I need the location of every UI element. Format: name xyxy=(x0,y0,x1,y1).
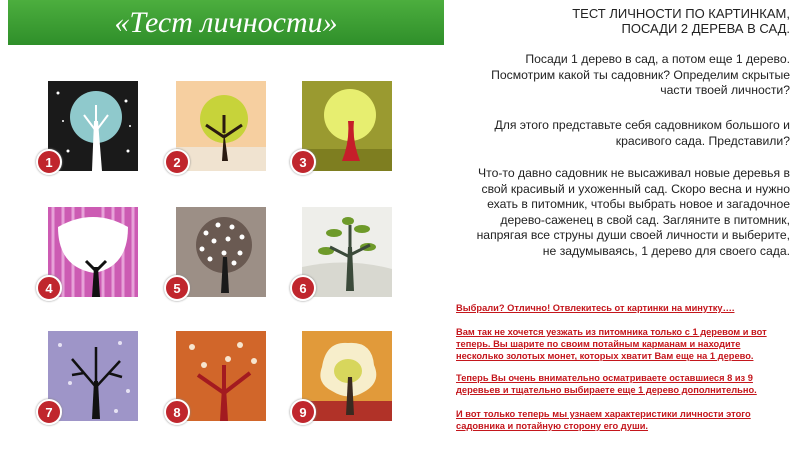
followup-link-1[interactable]: Выбрали? Отлично! Отвлекитесь от картинки на минутку…. xyxy=(456,303,735,313)
banner-title: «Тест личности» xyxy=(8,0,444,45)
tree-number-badge-6: 6 xyxy=(290,275,316,301)
nursery-paragraph: Что-то давно садовник не высаживал новые деревья в свой красивый и ухоженный сад. Скоро весна и нужно ехать в питомник, чтобы выбрать новое и загадочное дерево-саженец в свой сад. Загляните в питомник, напрягая все струны души своей личности и выберите, не задумываясь, 1 дерево для своего сада. xyxy=(476,166,790,258)
followup-link-3[interactable]: Теперь Вы очень внимательно осматриваете оставшиеся 8 из 9 деревьев и тщательно выбираете еще 1 дерево дополнительно. xyxy=(456,373,757,395)
tree-grid xyxy=(8,45,444,444)
tree-number-badge-4: 4 xyxy=(36,275,62,301)
test-heading xyxy=(460,6,790,36)
imagine-paragraph: Для этого представьте себя садовником большого и красивого сада. Представили? xyxy=(494,118,790,148)
tree-number-badge-1: 1 xyxy=(36,149,62,175)
heading-line-1: ТЕСТ ЛИЧНОСТИ ПО КАРТИНКАМ, xyxy=(572,6,790,21)
instructions-panel xyxy=(452,0,794,450)
intro-paragraph: Посади 1 дерево в сад, а потом еще 1 дерево. Посмотрим какой ты садовник? Определим скрытые части твоей личности? xyxy=(491,52,790,97)
tree-number-badge-8: 8 xyxy=(164,399,190,425)
tree-number-badge-9: 9 xyxy=(290,399,316,425)
heading-line-2: ПОСАДИ 2 ДЕРЕВА В САД. xyxy=(621,21,790,36)
tree-number-badge-7: 7 xyxy=(36,399,62,425)
tree-number-badge-3: 3 xyxy=(290,149,316,175)
personality-test-panel xyxy=(8,0,444,444)
followup-link-4[interactable]: И вот только теперь мы узнаем характеристики личности этого садовника и потайную сторону его души. xyxy=(456,409,751,431)
tree-number-badge-5: 5 xyxy=(164,275,190,301)
tree-number-badge-2: 2 xyxy=(164,149,190,175)
followup-link-2[interactable]: Вам так не хочется уезжать из питомника только с 1 деревом и вот теперь. Вы шарите по своим потайным карманам и находите несколько золотых монет, которых хватит Вам еще на 1 дерево. xyxy=(456,327,767,361)
